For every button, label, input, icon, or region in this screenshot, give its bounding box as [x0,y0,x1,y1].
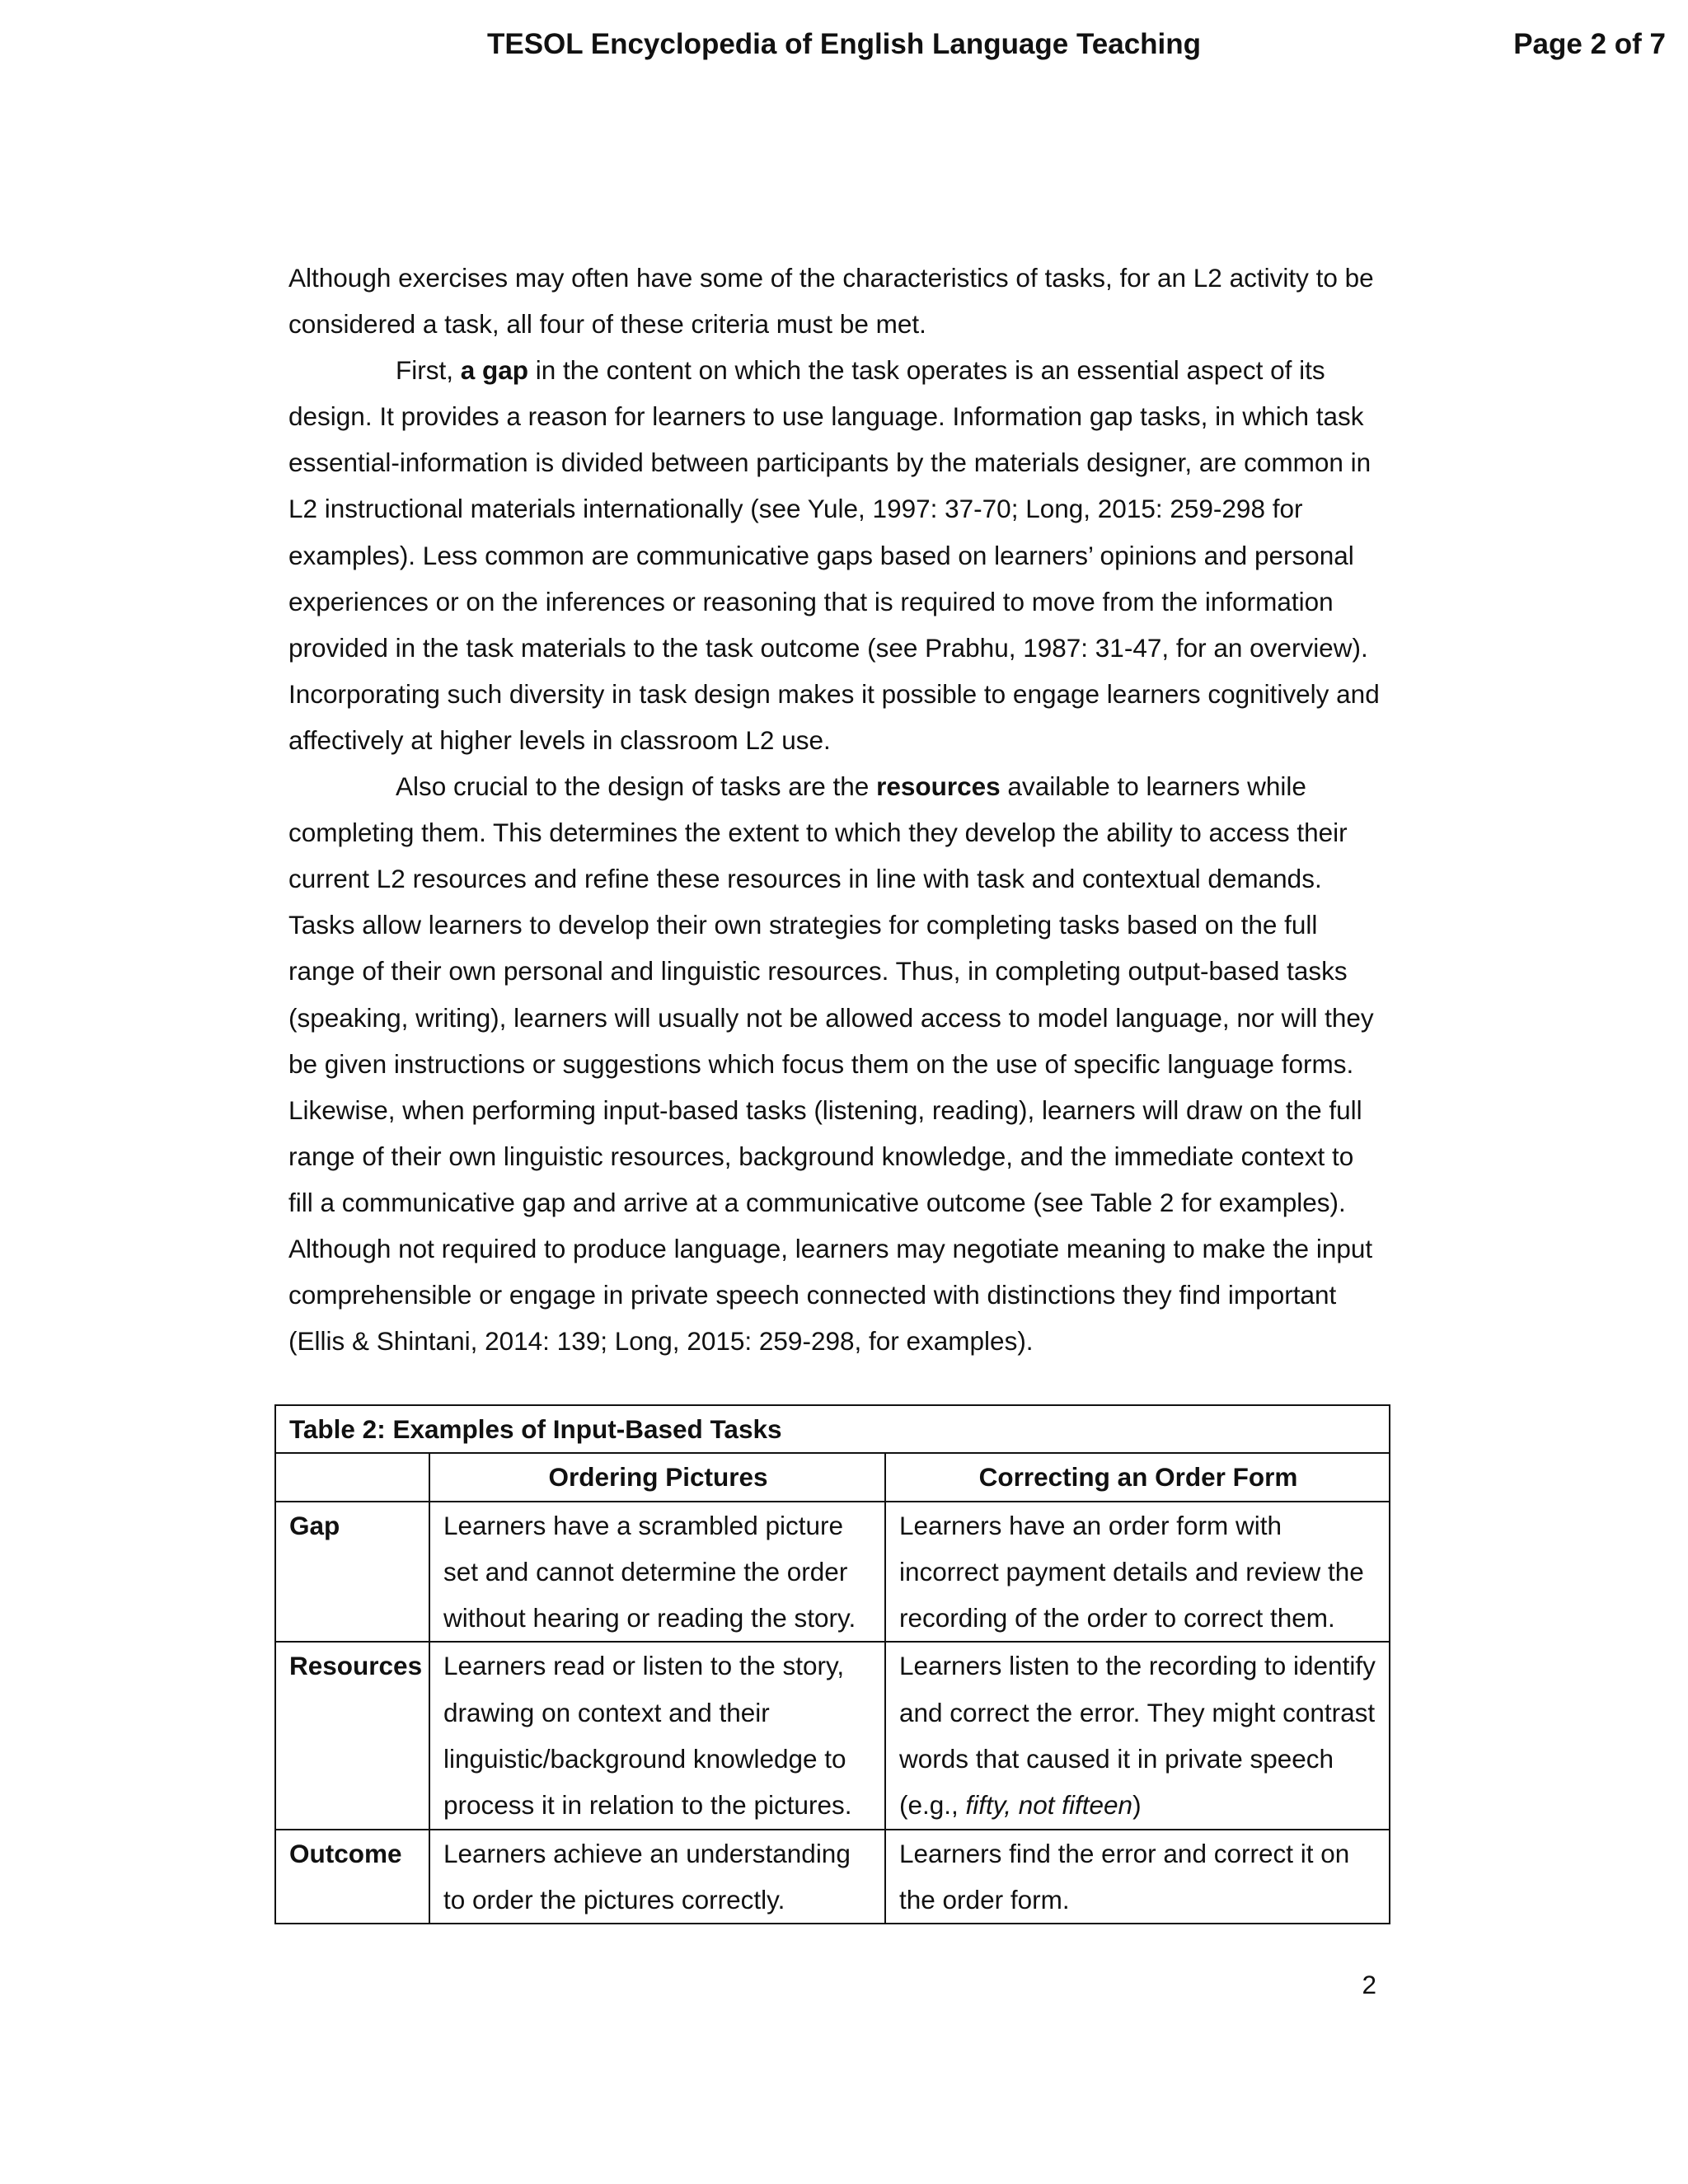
gap-ordering-pictures: Learners have a scrambled picture set and cannot determine the order without hearing or reading the story. [429,1502,885,1643]
row-label-resources: Resources [275,1642,429,1829]
example-phrase: fifty, not fifteen [965,1790,1133,1821]
table-caption-row [275,1405,1390,1453]
table-header-row [275,1453,1390,1501]
page-number: 2 [1362,1970,1376,1999]
row-label-gap: Gap [275,1502,429,1643]
paragraph-2-lead: First, [396,355,461,386]
outcome-correcting-order-form: Learners find the error and correct it on the order form. [885,1830,1390,1924]
term-resources: resources [876,771,1001,802]
table-row-gap [275,1502,1390,1643]
column-header-ordering-pictures: Ordering Pictures [429,1453,885,1501]
body-text [288,255,1385,1364]
table-corner-cell [275,1453,429,1501]
outcome-ordering-pictures: Learners achieve an understanding to order the pictures correctly. [429,1830,885,1924]
table-row-resources [275,1642,1390,1829]
paragraph-2-body: in the content on which the task operates is an essential aspect of its design. It provides a reason for learners to use language. Information gap tasks, in which task essential-information is divided between participants by the materials designer, are common in L2 instructional materials internationally (see Yule, 1997: 37-70; Long, 2015: 259-298 for examples). Less common are communicative gaps based on learners’ opinions and personal experiences or on the inferences or reasoning that is required to move from the information provided in the task materials to the task outcome (see Prabhu, 1987: 31-47, for an overview). Incorporating such diversity in task design makes it possible to engage learners cognitively and affectively at higher levels in classroom L2 use. [288,355,1380,755]
term-a-gap: a gap [460,355,529,386]
gap-correcting-order-form: Learners have an order form with incorrect payment details and review the recording of the order to correct them. [885,1502,1390,1643]
paragraph-3-body: available to learners while completing them. This determines the extent to which they develop the ability to access their current L2 resources and refine these resources in line with task and contextual demands. Tasks allow learners to develop their own strategies for completing tasks based on the full range of their own personal and linguistic resources. Thus, in completing output-based tasks (speaking, writing), learners will usually not be allowed access to model language, nor will they be given instructions or suggestions which focus them on the use of specific language forms. Likewise, when performing input-based tasks (listening, reading), learners will draw on the full range of their own linguistic resources, background knowledge, and the immediate context to fill a communicative gap and arrive at a communicative outcome (see Table 2 for examples). Although not required to produce language, learners may negotiate meaning to make the input comprehensible or engage in private speech connected with distinctions they find important (Ellis & Shintani, 2014: 139; Long, 2015: 259-298, for examples). [288,771,1374,1357]
row-label-outcome: Outcome [275,1830,429,1924]
table-caption: Table 2: Examples of Input-Based Tasks [275,1405,1390,1453]
paragraph-3-lead: Also crucial to the design of tasks are the [396,771,877,802]
page-indicator: Page 2 of 7 [1513,28,1666,60]
resources-correcting-order-form [885,1642,1390,1829]
journal-title: TESOL Encyclopedia of English Language Teaching [486,28,1202,60]
paragraph-2 [288,347,1385,763]
closing-paren: ) [1132,1790,1142,1821]
paragraph-3 [288,763,1385,1364]
running-header [0,26,1688,63]
column-header-correcting-order-form: Correcting an Order Form [885,1453,1390,1501]
table-row-outcome [275,1830,1390,1924]
examples-table [274,1404,1390,1924]
resources-cell-text: Learners listen to the recording to identify and correct the error. They might contrast words that caused it in private speech (e.g., [899,1651,1376,1821]
resources-ordering-pictures: Learners read or listen to the story, drawing on context and their linguistic/background knowledge to process it in relation to the pictures. [429,1642,885,1829]
paragraph-1: Although exercises may often have some of the characteristics of tasks, for an L2 activity to be considered a task, all four of these criteria must be met. [288,263,1374,340]
